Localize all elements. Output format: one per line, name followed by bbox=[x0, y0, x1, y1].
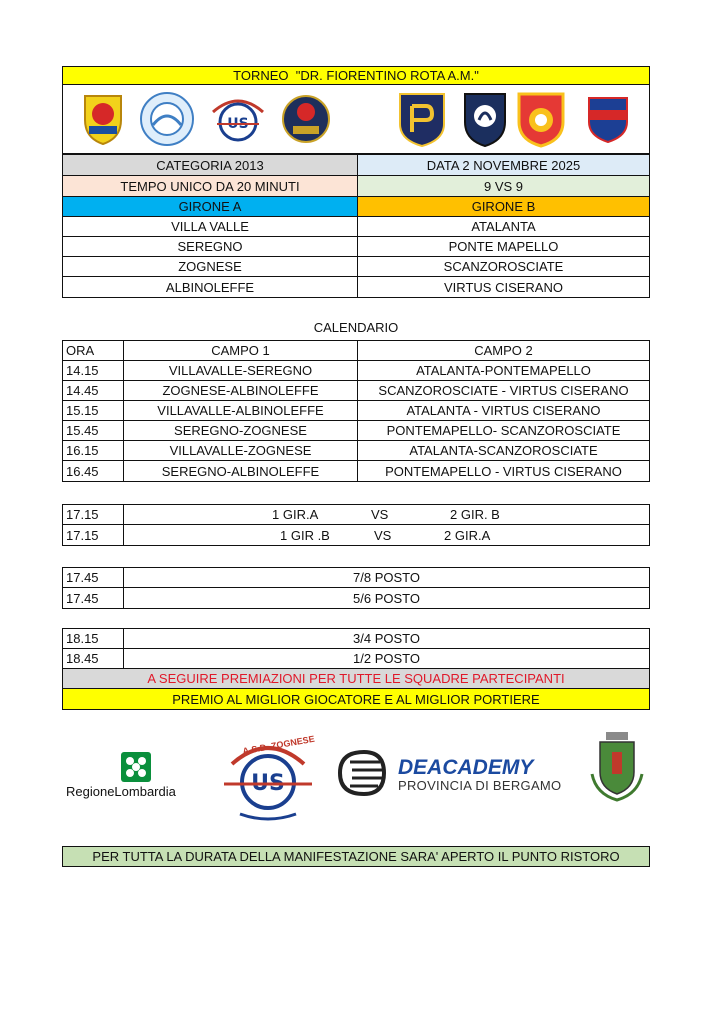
calendar-row bbox=[62, 440, 650, 461]
placement-label: 5/6 POSTO bbox=[353, 590, 420, 606]
municipality-crest-logo bbox=[586, 728, 648, 804]
match-field2 bbox=[357, 401, 649, 420]
lombardia-text: RegioneLombardia bbox=[66, 784, 176, 799]
villa-valle-logo bbox=[81, 90, 125, 146]
match-time bbox=[63, 421, 123, 440]
provincia-text: PROVINCIA DI BERGAMO bbox=[398, 778, 562, 793]
group-team-row bbox=[62, 256, 650, 277]
semifinal-home: 1 GIR .B bbox=[280, 527, 330, 543]
placement-time bbox=[63, 568, 123, 587]
virtus-ciserano-logo bbox=[583, 94, 633, 144]
group-a-team bbox=[63, 237, 357, 256]
time-label: 16.15 bbox=[66, 443, 99, 458]
match-time bbox=[63, 361, 123, 380]
time-label: 17.45 bbox=[66, 590, 99, 606]
time-format-cell bbox=[63, 176, 357, 196]
group-a-title: GIRONE A bbox=[178, 199, 242, 214]
calendar-title: CALENDARIO bbox=[313, 320, 399, 335]
placement-match bbox=[123, 649, 649, 668]
placement-match bbox=[123, 568, 649, 587]
header-label: CAMPO 2 bbox=[474, 343, 533, 358]
semifinal-row bbox=[62, 504, 650, 525]
time-label: 16.45 bbox=[66, 463, 99, 479]
date-cell bbox=[357, 155, 649, 175]
calendar-row bbox=[62, 420, 650, 441]
zognese-sponsor-logo bbox=[218, 728, 318, 828]
team-name: ALBINOLEFFE bbox=[165, 279, 255, 295]
placement-time bbox=[63, 629, 123, 648]
match-label: PONTEMAPELLO- SCANZOROSCIATE bbox=[386, 423, 621, 438]
match-time bbox=[63, 401, 123, 420]
semifinal-row bbox=[62, 524, 650, 546]
calendar-header-row bbox=[62, 340, 650, 361]
placement-label: 7/8 POSTO bbox=[353, 570, 420, 585]
match-time bbox=[63, 461, 123, 481]
group-a-team bbox=[63, 277, 357, 297]
time-label: 18.45 bbox=[66, 651, 99, 666]
match-field1 bbox=[123, 401, 357, 420]
placement-match bbox=[123, 629, 649, 648]
svg-text:US: US bbox=[227, 116, 249, 132]
team-name: PONTE MAPELLO bbox=[448, 239, 559, 254]
match-label: SEREGNO-ZOGNESE bbox=[174, 423, 307, 438]
match-field1 bbox=[123, 381, 357, 400]
group-a-header bbox=[63, 197, 357, 216]
match-label: SEREGNO-ALBINOLEFFE bbox=[161, 463, 320, 479]
match-label: ATALANTA-PONTEMAPELLO bbox=[416, 363, 591, 378]
match-field2 bbox=[357, 441, 649, 460]
group-b-team bbox=[357, 257, 649, 276]
match-field2 bbox=[357, 381, 649, 400]
group-b-title: GIRONE B bbox=[471, 199, 536, 214]
match-label: VILLAVALLE-ZOGNESE bbox=[169, 443, 312, 458]
match-field2 bbox=[357, 421, 649, 440]
placement-row bbox=[62, 587, 650, 609]
team-name: SEREGNO bbox=[177, 239, 243, 254]
match-field2 bbox=[357, 361, 649, 380]
team-name: ATALANTA bbox=[471, 219, 536, 234]
placement-label: 3/4 POSTO bbox=[353, 631, 420, 646]
awards-row bbox=[62, 668, 650, 689]
team-name: ZOGNESE bbox=[178, 259, 242, 274]
semifinal-home: 1 GIR.A bbox=[272, 507, 319, 522]
match-field1 bbox=[123, 461, 357, 481]
group-team-row bbox=[62, 216, 650, 237]
semifinal-match bbox=[123, 505, 649, 524]
time-label: 15.15 bbox=[66, 403, 99, 418]
match-label: SCANZOROSCIATE - VIRTUS CISERANO bbox=[378, 383, 629, 398]
team-logos-row bbox=[62, 84, 650, 154]
team-name: VILLA VALLE bbox=[171, 219, 249, 234]
semifinal-time bbox=[63, 505, 123, 524]
atalanta-logo bbox=[461, 90, 509, 148]
group-a-team bbox=[63, 217, 357, 236]
category-label: CATEGORIA 2013 bbox=[156, 157, 264, 173]
time-label: 15.45 bbox=[66, 423, 99, 438]
tournament-title-bar bbox=[62, 66, 650, 85]
calendar-row bbox=[62, 360, 650, 381]
svg-text:US: US bbox=[251, 771, 285, 796]
time-label: 17.15 bbox=[66, 527, 99, 543]
match-label: PONTEMAPELLO - VIRTUS CISERANO bbox=[385, 463, 622, 479]
placement-time bbox=[63, 588, 123, 608]
group-b-header bbox=[357, 197, 649, 216]
placement-match bbox=[123, 588, 649, 608]
zognese-logo bbox=[207, 90, 269, 148]
info-row-1 bbox=[62, 154, 650, 176]
time-label: 14.45 bbox=[66, 383, 99, 398]
match-field1 bbox=[123, 421, 357, 440]
match-time bbox=[63, 381, 123, 400]
group-a-team bbox=[63, 257, 357, 276]
match-label: ATALANTA-SCANZOROSCIATE bbox=[409, 443, 598, 458]
match-field1 bbox=[123, 361, 357, 380]
calendar-row bbox=[62, 380, 650, 401]
placement-label: 1/2 POSTO bbox=[353, 651, 420, 666]
blue-club-logo bbox=[139, 91, 195, 147]
semifinal-away: 2 GIR.A bbox=[444, 527, 491, 543]
placement-time bbox=[63, 649, 123, 668]
match-time bbox=[63, 441, 123, 460]
placement-row bbox=[62, 628, 650, 649]
date-label: DATA 2 NOVEMBRE 2025 bbox=[426, 157, 581, 173]
team-name: VIRTUS CISERANO bbox=[444, 279, 563, 295]
calendar-header-field1 bbox=[123, 341, 357, 360]
calendar-row bbox=[62, 400, 650, 421]
semifinal-match bbox=[123, 525, 649, 545]
group-b-team bbox=[357, 277, 649, 297]
scanzorosciate-logo bbox=[515, 90, 567, 148]
group-b-team bbox=[357, 217, 649, 236]
semifinal-vs: VS bbox=[371, 507, 389, 522]
header-label: ORA bbox=[66, 343, 95, 358]
match-label: VILLAVALLE-SEREGNO bbox=[168, 363, 313, 378]
calendar-header-field2 bbox=[357, 341, 649, 360]
deacademy-title: DEACADEMY bbox=[398, 756, 534, 779]
placement-row bbox=[62, 648, 650, 669]
group-team-row bbox=[62, 236, 650, 257]
semifinal-time bbox=[63, 525, 123, 545]
team-name: SCANZOROSCIATE bbox=[443, 259, 564, 274]
semifinal-vs: VS bbox=[374, 527, 392, 543]
time-label: 17.45 bbox=[66, 570, 99, 585]
category-cell bbox=[63, 155, 357, 175]
players-label: 9 VS 9 bbox=[483, 178, 524, 194]
ponte-mapello-logo bbox=[396, 90, 448, 148]
groups-header-row bbox=[62, 196, 650, 217]
seregno-logo bbox=[281, 88, 331, 150]
match-label: ZOGNESE-ALBINOLEFFE bbox=[162, 383, 319, 398]
regione-lombardia-logo bbox=[66, 752, 206, 802]
time-label: 17.15 bbox=[66, 507, 99, 522]
time-format-label: TEMPO UNICO DA 20 MINUTI bbox=[120, 178, 300, 194]
info-row-2 bbox=[62, 175, 650, 197]
match-field2 bbox=[357, 461, 649, 481]
footer-bar bbox=[62, 846, 650, 867]
best-player-row bbox=[62, 688, 650, 710]
best-player-text: PREMIO AL MIGLIOR GIOCATORE E AL MIGLIOR PORTIERE bbox=[172, 691, 540, 707]
match-label: ATALANTA - VIRTUS CISERANO bbox=[406, 403, 601, 418]
awards-text: A SEGUIRE PREMIAZIONI PER TUTTE LE SQUADRE PARTECIPANTI bbox=[147, 671, 565, 686]
players-cell bbox=[357, 176, 649, 196]
zognese-sponsor-name: A.S.D. ZOGNESE bbox=[241, 733, 316, 757]
group-team-row bbox=[62, 276, 650, 298]
placement-row bbox=[62, 567, 650, 588]
group-b-team bbox=[357, 237, 649, 256]
header-label: CAMPO 1 bbox=[211, 343, 270, 358]
match-label: VILLAVALLE-ALBINOLEFFE bbox=[157, 403, 324, 418]
calendar-header-time bbox=[63, 341, 123, 360]
atalanta-head-logo bbox=[330, 748, 390, 798]
calendar-row bbox=[62, 460, 650, 482]
lombardia-rose-icon bbox=[121, 752, 151, 782]
tournament-title: TORNEO "DR. FIORENTINO ROTA A.M." bbox=[233, 68, 479, 83]
time-label: 14.15 bbox=[66, 363, 99, 378]
semifinal-away: 2 GIR. B bbox=[450, 507, 500, 522]
match-field1 bbox=[123, 441, 357, 460]
deacademy-logo bbox=[398, 756, 588, 796]
time-label: 18.15 bbox=[66, 631, 99, 646]
footer-text: PER TUTTA LA DURATA DELLA MANIFESTAZIONE SARA' APERTO IL PUNTO RISTORO bbox=[92, 849, 620, 864]
